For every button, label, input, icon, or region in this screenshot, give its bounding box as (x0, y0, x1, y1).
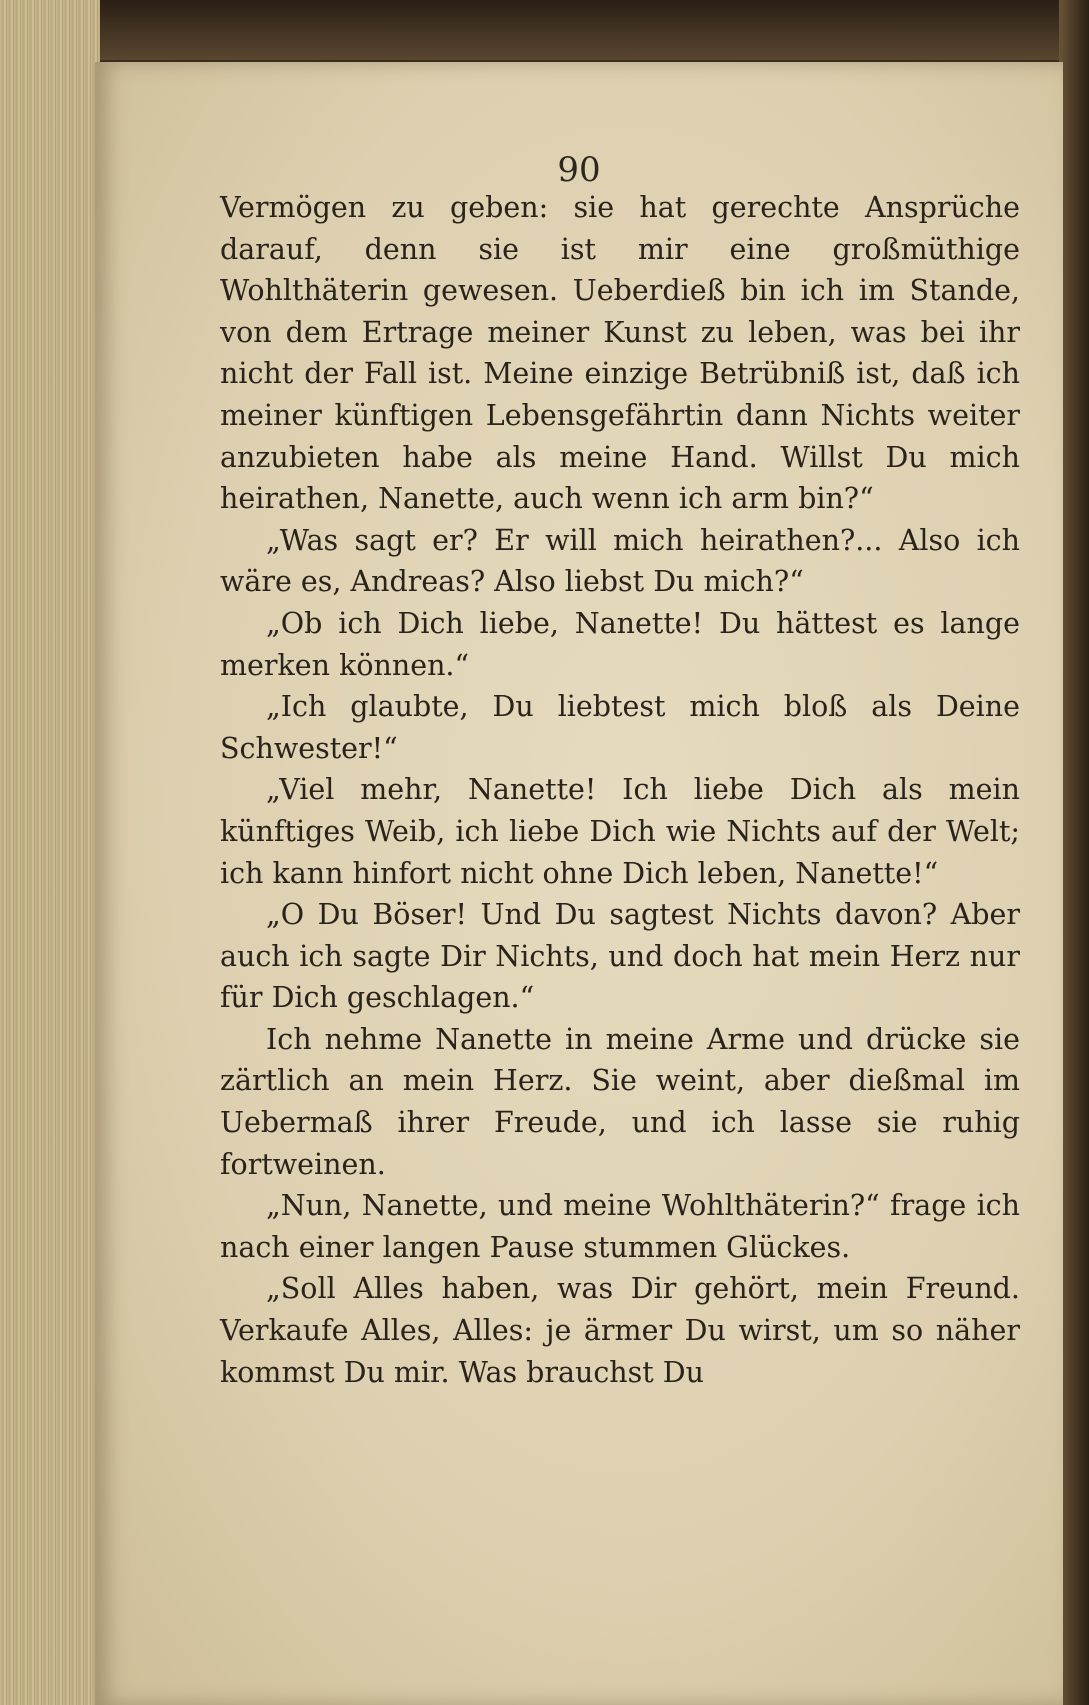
book-cover-top (0, 0, 1089, 60)
paragraph: „Ob ich Dich liebe, Nanette! Du hättest es lange merken können.“ (220, 606, 1020, 682)
page-number: 90 (557, 150, 601, 190)
paragraph: „O Du Böser! Und Du sagtest Nichts davon? Aber auch ich sagte Dir Nichts, und doch hat mein Herz nur für Dich geschlagen.“ (220, 898, 1020, 1015)
page-text (220, 187, 1020, 1393)
paragraph: „Was sagt er? Er will mich heirathen?... Also ich wäre es, Andreas? Also liebst Du mich?“ (220, 523, 1020, 599)
paragraph: Vermögen zu geben: sie hat gerechte Ansprüche darauf, denn sie ist mir eine großmüthige Wohlthäterin gewesen. Ueberdieß bin ich im Stande, von dem Ertrage meiner Kunst zu leben, was bei ihr nicht der Fall ist. Meine einzige Betrübniß ist, daß ich meiner künftigen Lebensgefährtin dann Nichts weiter anzubieten habe als meine Hand. Willst Du mich heirathen, Nanette, auch wenn ich arm bin?“ (220, 191, 1020, 516)
paragraph: „Viel mehr, Nanette! Ich liebe Dich als mein künftiges Weib, ich liebe Dich wie Nichts auf der Welt; ich kann hinfort nicht ohne Dich leben, Nanette!“ (220, 773, 1020, 890)
book-page (95, 62, 1063, 1705)
paragraph: Ich nehme Nanette in meine Arme und drücke sie zärtlich an mein Herz. Sie weint, aber dießmal im Uebermaß ihrer Freude, und ich lasse sie ruhig fortweinen. (220, 1022, 1020, 1181)
book-cover-right (1059, 0, 1089, 1705)
paragraph: „Ich glaubte, Du liebtest mich bloß als Deine Schwester!“ (220, 690, 1020, 765)
paragraph: „Nun, Nanette, und meine Wohlthäterin?“ frage ich nach einer langen Pause stummen Glückes. (220, 1189, 1020, 1264)
book-page-edges (0, 0, 100, 1705)
paragraph: „Soll Alles haben, was Dir gehört, mein Freund. Verkaufe Alles, Alles: je ärmer Du wirst, um so näher kommst Du mir. Was brauchst Du (220, 1272, 1020, 1389)
